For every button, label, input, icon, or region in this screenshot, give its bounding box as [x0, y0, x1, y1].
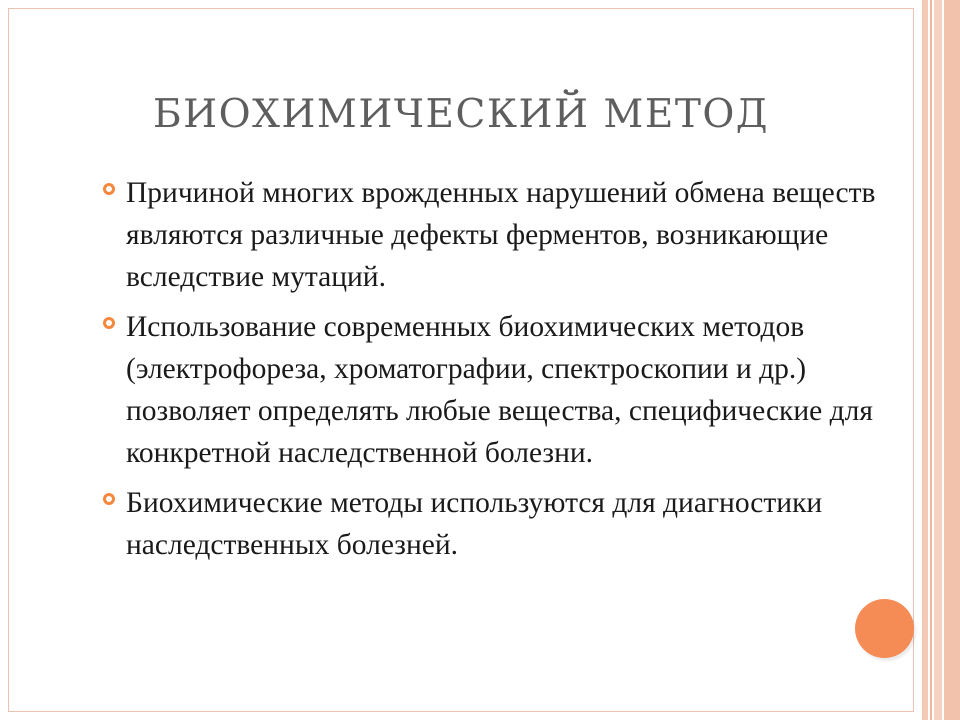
decorative-stripe	[930, 0, 932, 720]
bullet-item	[101, 172, 881, 298]
ring-bullet-icon	[103, 317, 115, 329]
bullet-item	[101, 306, 881, 474]
ring-bullet-icon	[103, 183, 115, 195]
decorative-stripe	[934, 0, 942, 720]
bullet-text: Причиной многих врожденных нарушений обмена веществ являются различные дефекты ферментов, возникающие вследствие мутаций.	[126, 177, 876, 293]
decorative-stripe	[944, 0, 960, 720]
ring-bullet-icon	[103, 493, 115, 505]
bullet-item	[101, 482, 881, 566]
slide-title: БИОХИМИЧЕСКИЙ МЕТОД	[153, 92, 770, 137]
bullet-list	[101, 172, 881, 574]
decorative-stripe	[922, 0, 928, 720]
decorative-circle-icon	[855, 599, 914, 658]
bullet-text: Биохимические методы используются для диагностики наследственных болезней.	[126, 487, 823, 561]
bullet-text: Использование современных биохимических методов (электрофореза, хроматографии, спектроскопии и др.) позволяет определять любые вещества, специфические для конкретной наследственной болезни.	[126, 311, 873, 469]
